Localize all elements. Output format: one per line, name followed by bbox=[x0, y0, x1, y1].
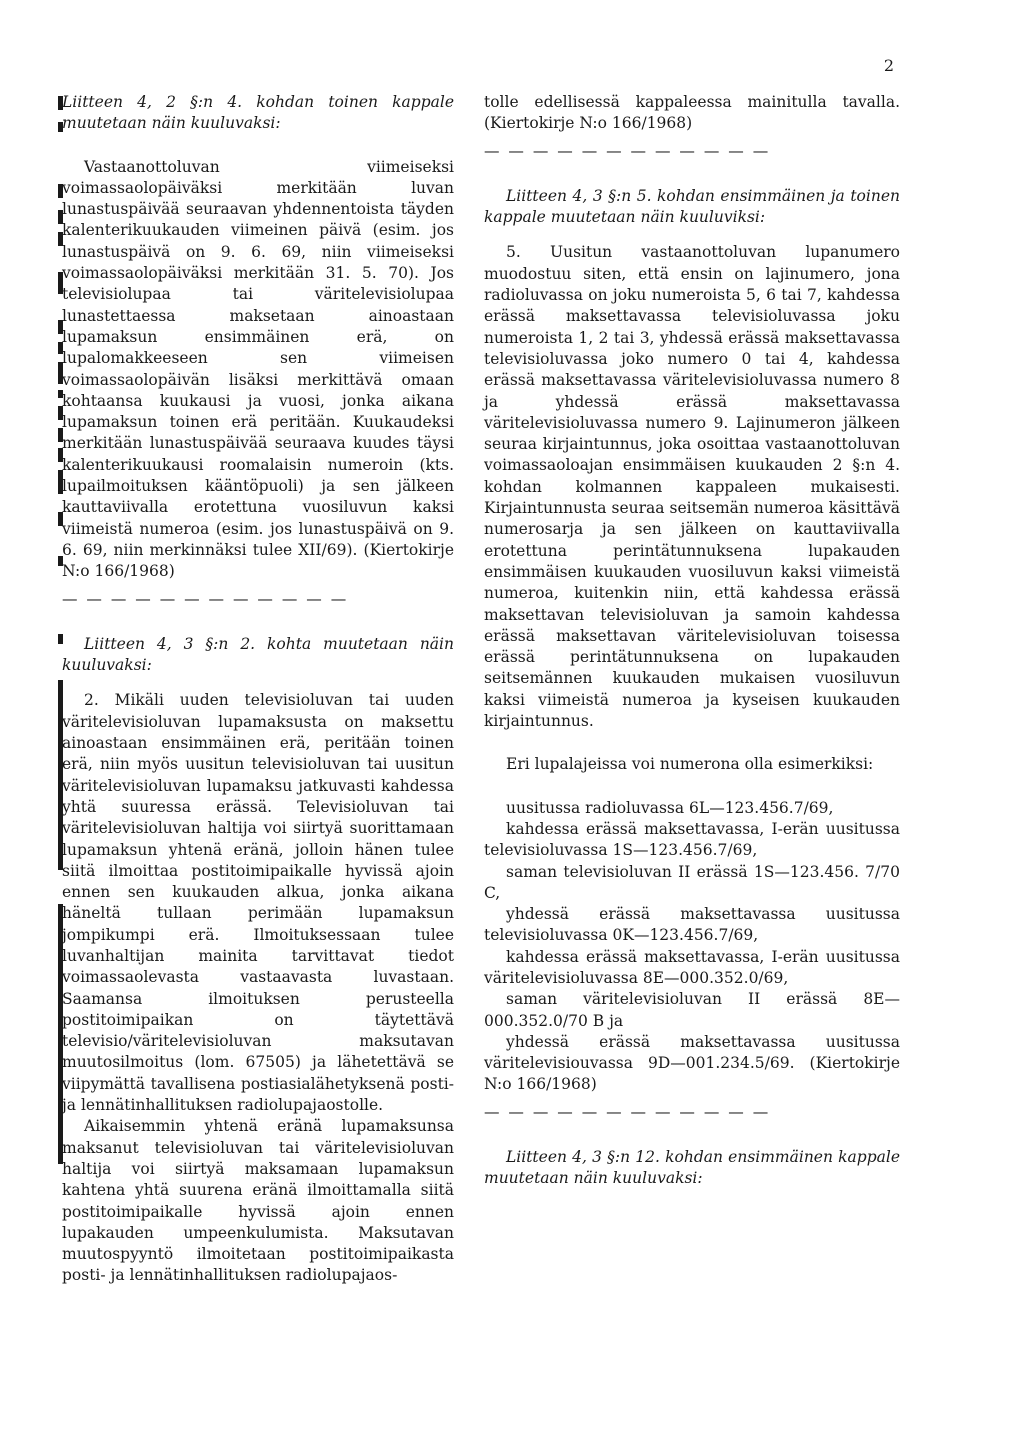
example-list bbox=[484, 798, 900, 1096]
left-column bbox=[62, 92, 454, 1287]
page-number: 2 bbox=[883, 56, 894, 75]
paragraph: Vastaanottoluvan viimeiseksi voimassaolopäiväksi merkitään luvan lunastuspäivää seuraavan yhdennentoista täyden kalenterikuukauden viimeinen päivä (esim. jos lunastuspäivä on 9. 6. 69, niin viimeiseksi voimassaolopäiväksi merkitään 31. 5. 70). Jos televisiolupaa tai väritelevisiolupaa lunastettaessa maksetaan ainoastaan lupamaksun ensimmäinen erä, on lupalomakkeeseen sen viimeisen voimassaolopäivän lisäksi merkittävä omaan kohtaansa kuukausi ja vuosi, jonka aikana lupamaksun toinen erä peritään. Kuukaudeksi merkitään lunastuspäivää seuraava kuudes täysi kalenterikuukausi roomalaisin numeroin (kts. lupailmoituksen kääntöpuoli) ja sen jälkeen kauttaviivalla erotettuna vuosiluvun kaksi viimeistä numeroa (esim. jos lunastuspäivä on 9. 6. 69, niin merkinnäksi tulee XII/69). (Kiertokirje N:o 166/1968) bbox=[62, 157, 454, 581]
example-item: kahdessa erässä maksettavassa, I-erän uusitussa väritelevisioluvassa 8E—000.352.0/69, bbox=[484, 947, 900, 987]
paragraph: Aikaisemmin yhtenä eränä lupamaksunsa maksanut televisioluvan tai väritelevisioluvan haltija voi siirtyä maksamaan lupamaksun kahtena yhtä suurena eränä ilmoittamalla siitä postitoimipaikalle hyvissä ajoin ennen lupakauden umpeenkulumista. Maksutavan muutospyyntö ilmoitetaan postitoimipaikasta posti- ja lennätinhallituksen radiolupajaos- bbox=[62, 1117, 454, 1285]
section-heading: Liitteen 4, 3 §:n 5. kohdan ensimmäinen ja toinen kappale muutetaan näin kuuluviksi: bbox=[484, 186, 900, 227]
example-item: kahdessa erässä maksettavassa, I-erän uusitussa televisioluvassa 1S—123.456.7/69, bbox=[484, 819, 900, 860]
paragraph: 2. Mikäli uuden televisioluvan tai uuden väritelevisioluvan lupamaksusta on maksettu ainoastaan ensimmäinen erä, peritään toinen erä, niin myös uusitun televisioluvan tai uusitun väritelevisioluvan lupamaksu jatkuvasti kahdessa yhtä suuressa erässä. Televisioluvan tai väritelevisioluvan haltija voi siirtyä suorittamaan lupamaksun yhtenä eränä, jolloin hänen tulee siitä ilmoittaa postitoimipaikalle hyvissä ajoin ennen sen kuukauden alkua, jonka aikana häneltä tullaan perimään lupamaksun jompikumpi erä. Ilmoituksessaan tulee luvanhaltijan mainita tarvittavat tiedot voimassaolevasta vastaavasta luvastaan. Saamansa ilmoituksen perusteella postitoimipaikan on täytettävä televisio/väritelevisioluvan maksutavan muutosilmoitus (lom. 67505) ja lähetettävä se viipymättä tavallisena postiasialähetyksenä posti- ja lennätinhallituksen radiolupajaostolle. bbox=[62, 691, 454, 1115]
example-item: saman väritelevisioluvan II erässä 8E—000.352.0/70 B ja bbox=[484, 990, 900, 1030]
paragraph: 5. Uusitun vastaanottoluvan lupanumero muodostuu siten, että ensin on lajinumero, jona radioluvassa on joku numeroista 5, 6 tai 7, kahdessa erässä maksettavassa televisioluvassa joku numeroista 1, 2 tai 3, yhdessä erässä maksettavassa televisioluvassa joko numero 0 tai 4, kahdessa erässä maksettavassa väritelevisioluvassa numero 8 ja yhdessä erässä maksettavassa väritelevisioluvassa numero 9. Lajinumeron jälkeen seuraa kirjaintunnus, joka osoittaa vastaanottoluvan voimassaoloajan ensimmäisen kuukauden 2 §:n 4. kohdan kolmannen kappaleen mukaisesti. Kirjaintunnusta seuraa seitsemän numeroa käsittävä numerosarja ja sen jälkeen on kauttaviivalla erotettuna perintätunnuksena lupakauden ensimmäisen kuukauden vuosiluvun kaksi viimeistä numeroa, kuitenkin niin, että kahdessa erässä maksettavan televisioluvan ja samoin kahdessa erässä maksettavan väritelevisioluvan toisessa erässä perintätunnuksena on lupakauden seitsemännen kuukauden mukaisen vuosiluvun kaksi viimeistä numeroa ja kyseisen kuukauden kirjaintunnus. bbox=[484, 243, 900, 731]
section-heading: Liitteen 4, 3 §:n 2. kohta muutetaan näin kuuluvaksi: bbox=[62, 634, 454, 675]
right-column bbox=[484, 92, 900, 1190]
separator: — — — — — — — — — — — — bbox=[484, 141, 771, 160]
section-heading: Liitteen 4, 2 §:n 4. kohdan toinen kappale muutetaan näin kuuluvaksi: bbox=[62, 93, 454, 133]
section-heading: Liitteen 4, 3 §:n 12. kohdan ensimmäinen kappale muutetaan näin kuuluvaksi: bbox=[484, 1148, 900, 1188]
example-item: yhdessä erässä maksettavassa uusitussa televisioluvassa 0K—123.456.7/69, bbox=[484, 905, 900, 945]
separator: — — — — — — — — — — — — bbox=[62, 589, 349, 608]
paragraph: Eri lupalajeissa voi numerona olla esimerkiksi: bbox=[506, 755, 874, 774]
example-item: yhdessä erässä maksettavassa uusitussa väritelevisiouvassa 9D—001.234.5/69. (Kiertokirje N:o 166/1968) bbox=[484, 1032, 900, 1094]
example-item: uusitussa radioluvassa 6L—123.456.7/69, bbox=[506, 798, 834, 817]
separator: — — — — — — — — — — — — bbox=[484, 1102, 771, 1121]
paragraph-continuation: tolle edellisessä kappaleessa mainitulla tavalla. (Kiertokirje N:o 166/1968) bbox=[484, 93, 900, 133]
example-item: saman televisioluvan II erässä 1S—123.456. 7/70 C, bbox=[484, 862, 900, 902]
